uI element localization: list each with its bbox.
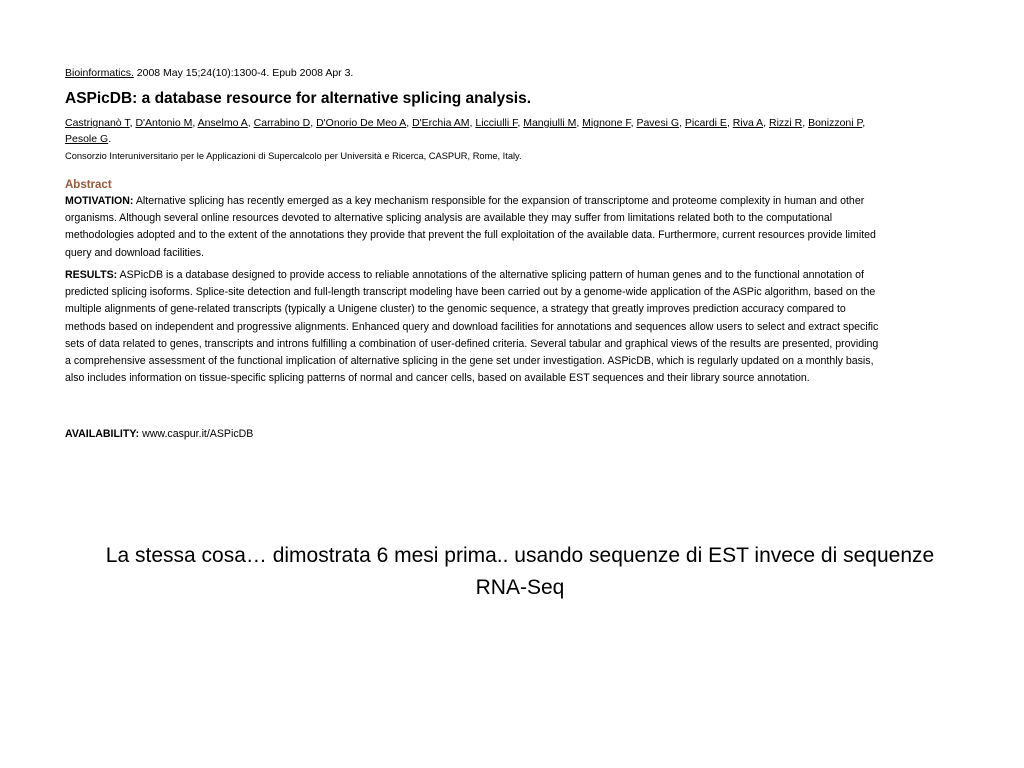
author-separator: , [763, 117, 769, 129]
author-separator: , [802, 117, 809, 129]
author-separator: , [406, 117, 413, 129]
results-label: RESULTS: [65, 269, 118, 281]
motivation-paragraph [65, 193, 885, 262]
author-link[interactable]: Carrabino D [253, 117, 311, 129]
author-separator: , [576, 117, 583, 129]
author-link[interactable]: Mangiulli M [523, 117, 577, 129]
affiliation: Consorzio Interuniversitario per le Applicazioni di Supercalcolo per Università e Ricerca, CASPUR, Rome, Italy. [65, 151, 522, 161]
journal-link[interactable]: Bioinformatics. [65, 67, 134, 79]
author-separator: , [862, 117, 866, 129]
author-separator: , [310, 117, 317, 129]
author-link[interactable]: Rizzi R [768, 117, 803, 129]
author-link[interactable]: Pesole G [65, 133, 109, 145]
results-text: ASPicDB is a database designed to provide access to reliable annotations of the alternative splicing pattern of human genes and to the functional annotation of predicted splicing isoforms. Splice-site detection and full-length transcript modeling have been carried out by a genome-wide application of the ASPic algorithm, based on the multiple alignments of gene-related transcripts (typically a Unigene cluster) to the genomic sequence, a strategy that greatly improves prediction accuracy compared to methods based on independent and progressive alignments. Enhanced query and download facilities for annotations and sequences allow users to select and extract specific sets of data related to genes, transcripts and introns fulfilling a combination of user-defined criteria. Several tabular and graphical views of the results are presented, providing a comprehensive assessment of the functional implication of alternative splicing in the gene set under investigation. ASPicDB, which is regularly updated on a monthly basis, also includes information on tissue-specific splicing patterns of normal and cancer cells, based on available EST sequences and their library source annotation. [65, 269, 879, 385]
slide-caption: La stessa cosa… dimostrata 6 mesi prima.. usando sequenze di EST invece di sequenze RNA-Seq [105, 544, 935, 599]
author-link[interactable]: Castrignanò T [65, 117, 130, 129]
motivation-label: MOTIVATION: [65, 195, 134, 207]
author-separator: , [469, 117, 476, 129]
citation-details: 2008 May 15;24(10):1300-4. Epub 2008 Apr 3. [133, 67, 354, 79]
author-list [65, 115, 885, 147]
author-link[interactable]: Picardi E [684, 117, 727, 129]
author-link[interactable]: Licciulli F [475, 117, 518, 129]
author-separator: , [129, 117, 136, 129]
author-link[interactable]: D'Antonio M [135, 117, 193, 129]
paper-title: ASPicDB: a database resource for alternative splicing analysis. [65, 90, 532, 107]
author-separator: , [517, 117, 524, 129]
availability-text: www.caspur.it/ASPicDB [139, 428, 254, 440]
author-link[interactable]: Riva A [732, 117, 764, 129]
author-separator: , [247, 117, 254, 129]
availability-label: AVAILABILITY: [65, 428, 140, 440]
author-link[interactable]: Pavesi G [636, 117, 680, 129]
author-separator: . [108, 133, 112, 145]
author-link[interactable]: Bonizzoni P [808, 117, 863, 129]
author-separator: , [679, 117, 685, 129]
results-paragraph [65, 267, 885, 387]
author-link[interactable]: D'Onorio De Meo A [316, 117, 407, 129]
author-separator: , [192, 117, 198, 129]
author-link[interactable]: Mignone F [582, 117, 631, 129]
citation-line [65, 66, 965, 80]
motivation-text: Alternative splicing has recently emerged as a key mechanism responsible for the expansion of transcriptome and proteome complexity in human and other organisms. Although several online resources devoted to alternative splicing analysis are available they may suffer from limitations related both to the computational methodologies adopted and to the extent of the annotations they provide that prevent the full exploitation of the available data. Furthermore, current resources provide limited query and download facilities. [65, 195, 876, 259]
author-link[interactable]: D'Erchia AM [412, 117, 470, 129]
author-link[interactable]: Anselmo A [197, 117, 248, 129]
availability-line [65, 426, 885, 443]
abstract-heading: Abstract [65, 179, 112, 191]
author-separator: , [726, 117, 733, 129]
author-separator: , [630, 117, 637, 129]
